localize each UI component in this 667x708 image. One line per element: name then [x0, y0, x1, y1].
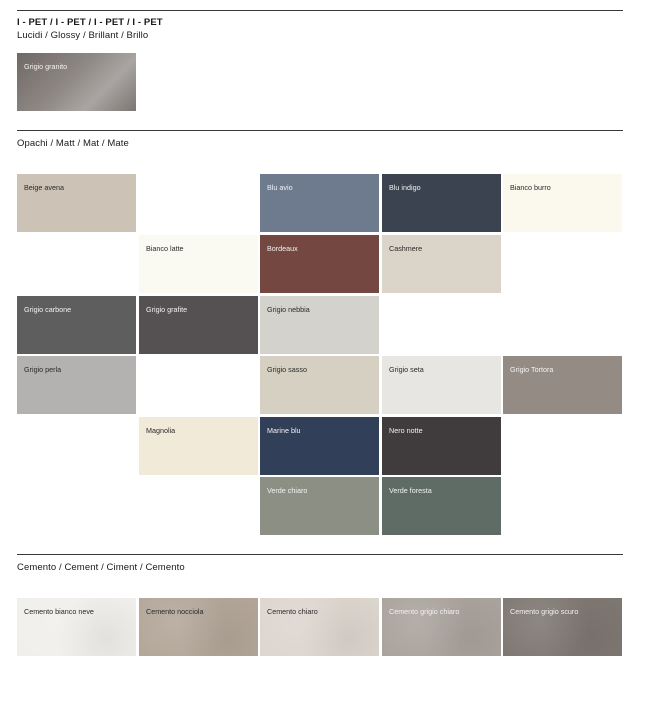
swatch-opachi[interactable]	[382, 174, 501, 232]
swatch-label: Grigio carbone	[24, 305, 72, 314]
swatch-opachi[interactable]	[503, 174, 622, 232]
swatch-opachi[interactable]	[17, 296, 136, 354]
swatch-opachi[interactable]	[382, 477, 501, 535]
swatch-opachi[interactable]	[17, 356, 136, 414]
swatch-label: Cemento chiaro	[267, 607, 318, 616]
swatch-cemento[interactable]	[503, 598, 622, 656]
swatch-opachi[interactable]	[139, 235, 258, 293]
swatch-label: Nero notte	[389, 426, 423, 435]
swatch-opachi[interactable]	[260, 296, 379, 354]
swatch-label: Marine blu	[267, 426, 301, 435]
section-title-ipet: I - PET / I - PET / I - PET / I - PET	[17, 17, 163, 28]
swatch-opachi[interactable]	[382, 417, 501, 475]
swatch-label: Grigio Tortora	[510, 365, 554, 374]
swatch-label: Grigio grafite	[146, 305, 188, 314]
swatch-cemento[interactable]	[17, 598, 136, 656]
swatch-cemento[interactable]	[260, 598, 379, 656]
section-title-cemento: Cemento / Cement / Ciment / Cemento	[17, 562, 185, 573]
swatch-label: Magnolia	[146, 426, 176, 435]
swatch-label: Beige avena	[24, 183, 64, 192]
swatch-opachi[interactable]	[260, 417, 379, 475]
swatch-label: Bianco burro	[510, 183, 551, 192]
swatch-cemento[interactable]	[382, 598, 501, 656]
swatch-opachi[interactable]	[139, 417, 258, 475]
swatch-label: Blu avio	[267, 183, 293, 192]
swatch-ipet[interactable]	[17, 53, 136, 111]
swatch-opachi[interactable]	[260, 356, 379, 414]
swatch-opachi[interactable]	[382, 235, 501, 293]
swatch-label: Grigio perla	[24, 365, 62, 374]
swatch-label: Cemento nocciola	[146, 607, 204, 616]
section-title-opachi: Opachi / Matt / Mat / Mate	[17, 138, 129, 149]
section-divider	[17, 10, 623, 11]
swatch-label: Cemento grigio chiaro	[389, 607, 460, 616]
section-divider	[17, 554, 623, 555]
section-divider	[17, 130, 623, 131]
swatch-label: Bianco latte	[146, 244, 184, 253]
swatch-opachi[interactable]	[260, 174, 379, 232]
swatch-label: Cemento grigio scuro	[510, 607, 579, 616]
swatch-opachi[interactable]	[260, 235, 379, 293]
swatch-label: Verde foresta	[389, 486, 432, 495]
swatch-label: Grigio seta	[389, 365, 424, 374]
swatch-label: Grigio granito	[24, 62, 68, 71]
swatch-label: Cashmere	[389, 244, 423, 253]
swatch-label: Grigio nebbia	[267, 305, 310, 314]
swatch-opachi[interactable]	[17, 174, 136, 232]
swatch-cemento[interactable]	[139, 598, 258, 656]
swatch-opachi[interactable]	[139, 296, 258, 354]
section-subtitle-ipet: Lucidi / Glossy / Brillant / Brillo	[17, 30, 149, 41]
swatch-label: Blu indigo	[389, 183, 421, 192]
swatch-opachi[interactable]	[260, 477, 379, 535]
swatch-opachi[interactable]	[382, 356, 501, 414]
swatch-opachi[interactable]	[503, 356, 622, 414]
swatch-label: Cemento bianco neve	[24, 607, 94, 616]
swatch-label: Grigio sasso	[267, 365, 307, 374]
swatch-label: Bordeaux	[267, 244, 298, 253]
swatch-label: Verde chiaro	[267, 486, 308, 495]
